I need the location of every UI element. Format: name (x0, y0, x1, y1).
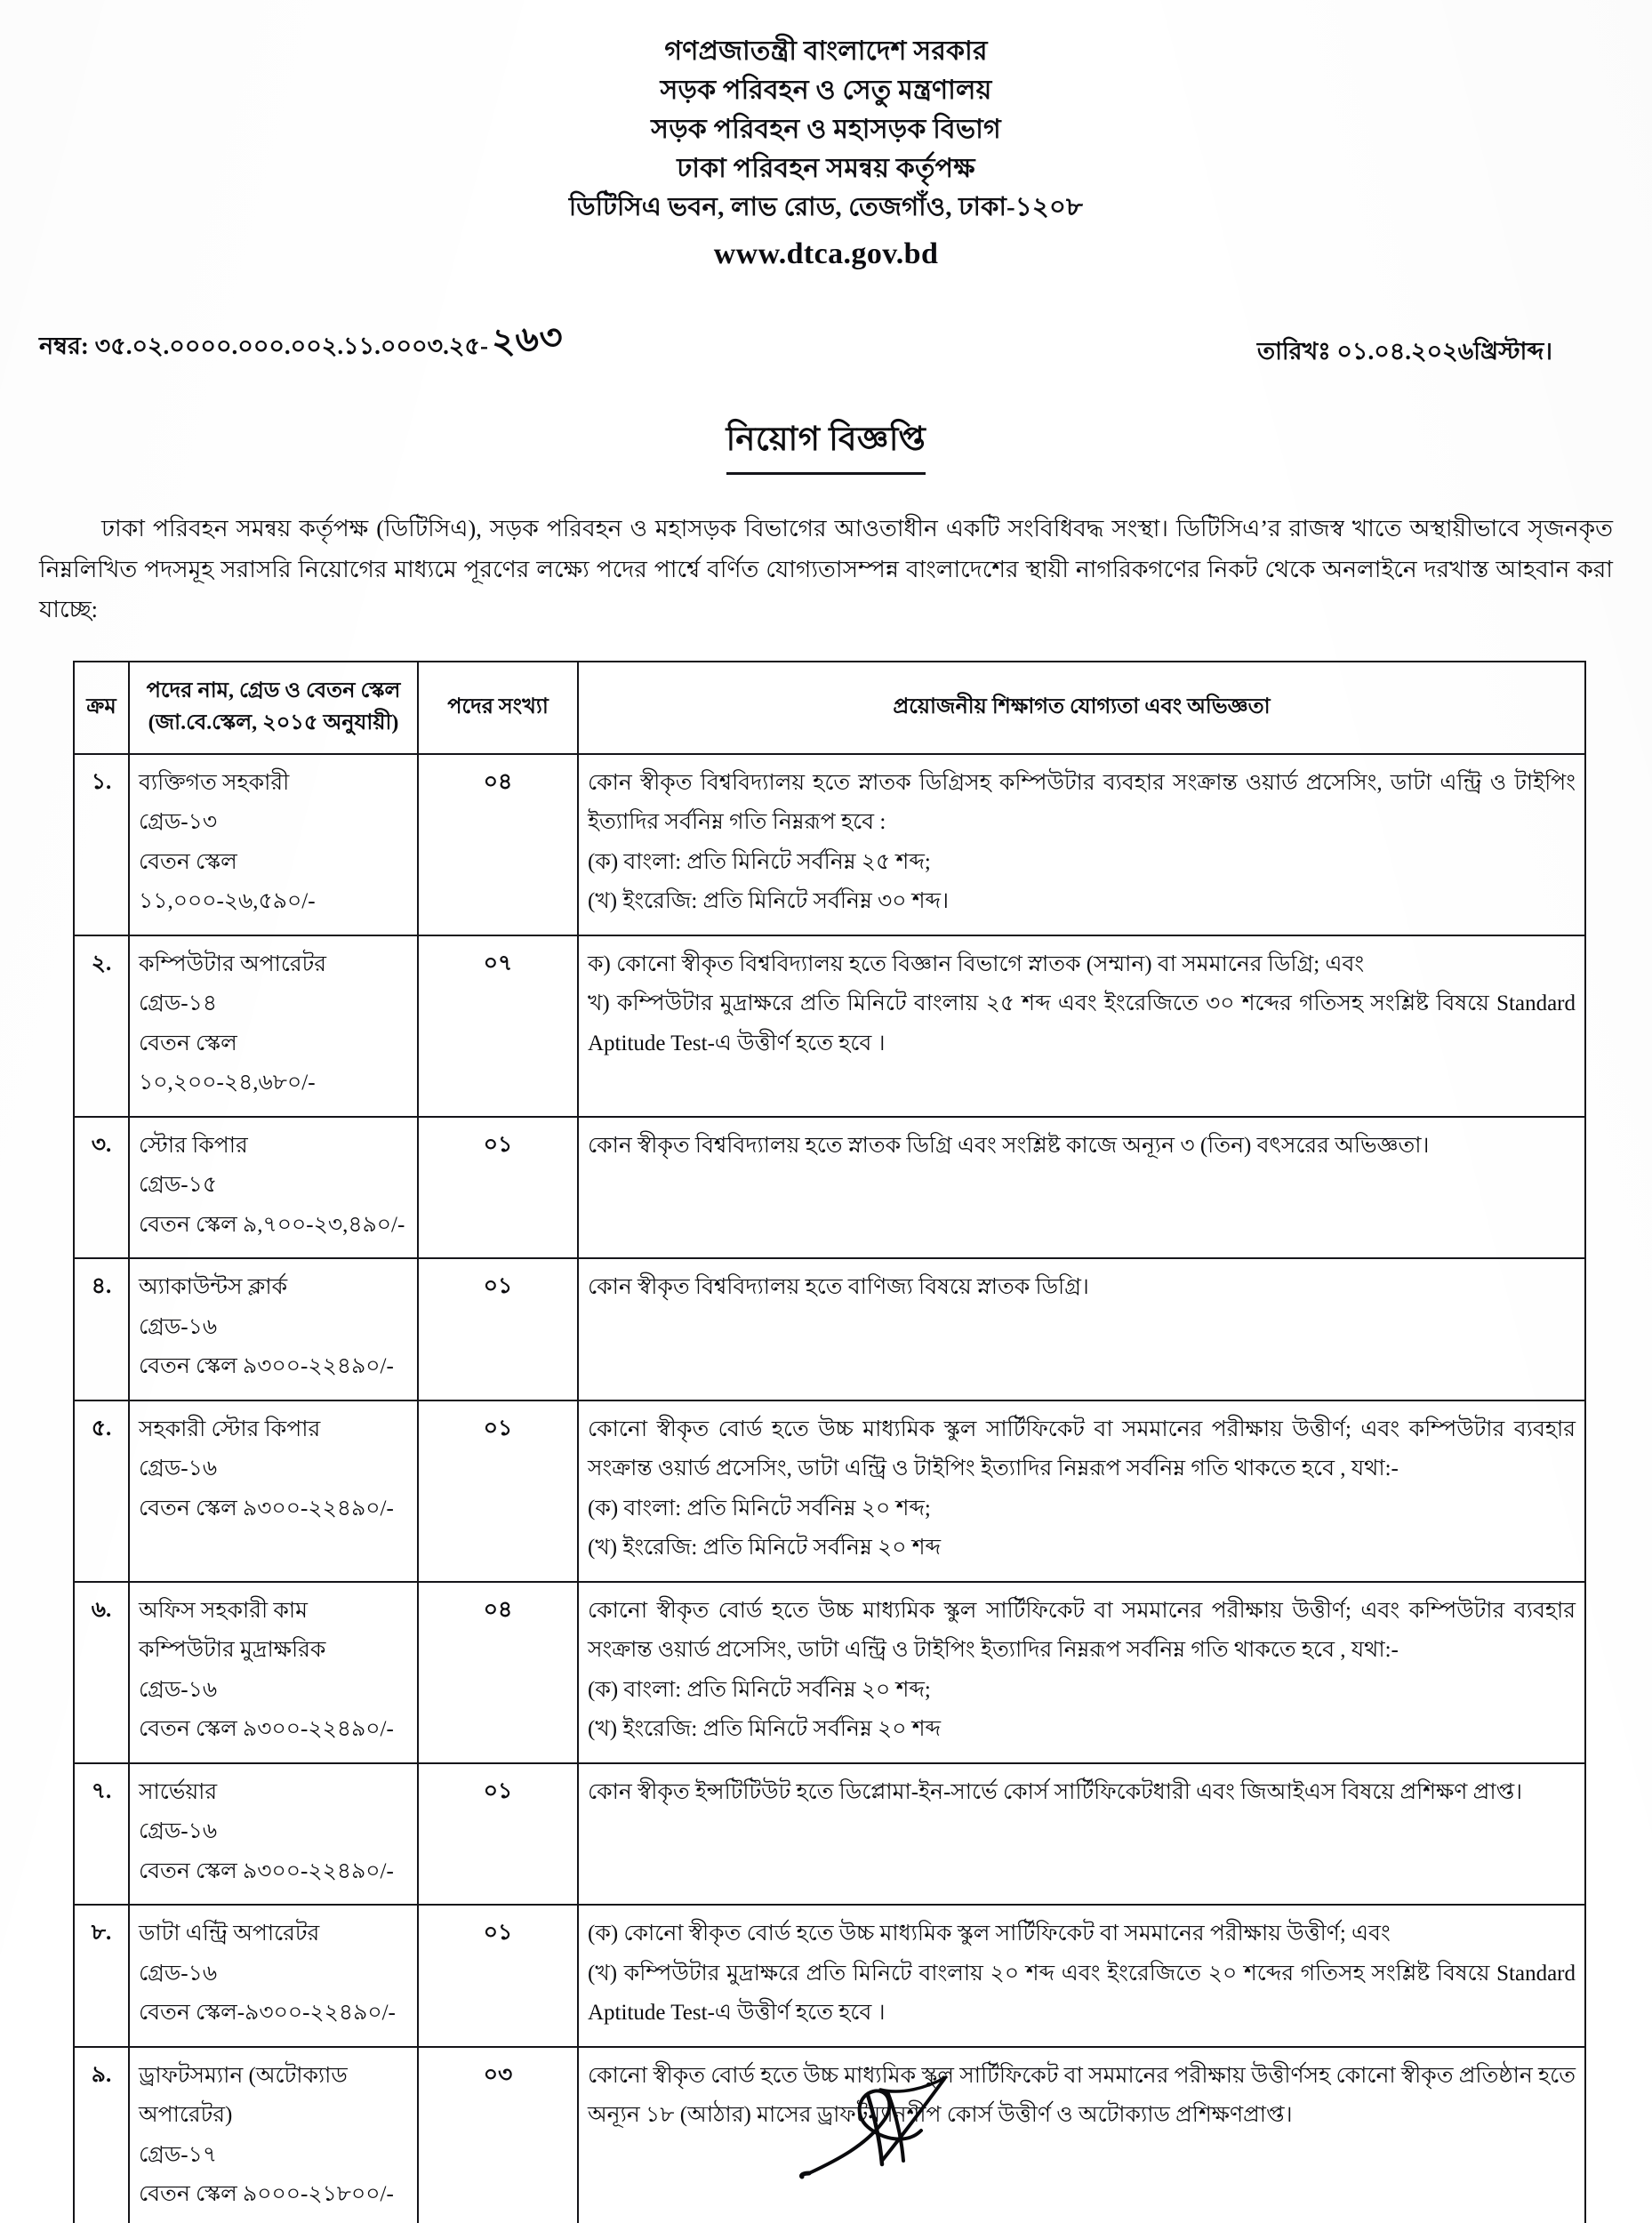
post-grade: গ্রেড-১৩ (139, 810, 218, 835)
memo-number (39, 314, 564, 373)
qualification-line: (ক) কোনো স্বীকৃত বোর্ড হতে উচ্চ মাধ্যমিক স্কুল সার্টিফিকেট বা সমমানের পরীক্ষায় উত্তীর্ণ; এবং (588, 1922, 1391, 1946)
header-post-sub: (জা.বে.স্কেল, ২০১৫ অনুযায়ী) (148, 710, 399, 734)
header-post (129, 662, 418, 754)
qualification-line: (ক) বাংলা: প্রতি মিনিটে সর্বনিম্ন ২৫ শব্দ; (588, 849, 931, 874)
cell-serial: ৩. (74, 1117, 129, 1259)
table-row (74, 1905, 1585, 2047)
table-row (74, 754, 1585, 935)
memo-number-handwritten: ২৬৩ (490, 317, 565, 363)
qualification-line: খ) কম্পিউটার মুদ্রাক্ষরে প্রতি মিনিটে বাংলায় ২৫ শব্দ এবং ইংরেজিতে ৩০ শব্দের গতিসহ সংশ্লিষ্ট বিষয়ে Standard Aptitude Test-এ উত্তীর্ণ হতে হবে । (588, 991, 1576, 1055)
post-grade: গ্রেড-১৬ (139, 1961, 218, 1986)
cell-post-details (129, 1763, 418, 1906)
qualification-line: ক) কোনো স্বীকৃত বিশ্ববিদ্যালয় হতে বিজ্ঞান বিভাগে স্নাতক (সম্মান) বা সমমানের ডিগ্রি; এবং (588, 951, 1365, 976)
post-name: অ্যাকাউন্টস ক্লার্ক (139, 1275, 288, 1300)
qualification-line: কোনো স্বীকৃত বোর্ড হতে উচ্চ মাধ্যমিক স্কুল সার্টিফিকেট বা সমমানের পরীক্ষায় উত্তীর্ণ; এবং কম্পিউটার ব্যবহার সংক্রান্ত ওয়ার্ড প্রসেসিং, ডাটা এন্ট্রি ও টাইপিং ইত্যাদির নিম্নরূপ সর্বনিম্ন গতি থাকতে হবে , যথা:- (588, 1416, 1576, 1481)
header-qualification: প্রয়োজনীয় শিক্ষাগত যোগ্যতা এবং অভিজ্ঞতা (578, 662, 1585, 754)
intro-paragraph: ঢাকা পরিবহন সমন্বয় কর্তৃপক্ষ (ডিটিসিএ), সড়ক পরিবহন ও মহাসড়ক বিভাগের আওতাধীন একটি সংবিধিবদ্ধ সংস্থা। ডিটিসিএ’র রাজস্ব খাতে অস্থায়ীভাবে সৃজনকৃত নিম্নলিখিত পদসমূহ সরাসরি নিয়োগের মাধ্যমে পূরণের লক্ষ্যে পদের পার্শ্বে বর্ণিত যোগ্যতাসম্পন্ন বাংলাদেশের স্থায়ী নাগরিকগণের নিকট থেকে অনলাইনে দরখাস্ত আহবান করা যাচ্ছে: (39, 515, 1613, 623)
cell-post-details (129, 935, 418, 1117)
cell-qualification (578, 935, 1585, 1117)
qualification-line: (খ) কম্পিউটার মুদ্রাক্ষরে প্রতি মিনিটে বাংলায় ২০ শব্দ এবং ইংরেজিতে ২০ শব্দের গতিসহ সংশ্লিষ্ট বিষয়ে Standard Aptitude Test-এ উত্তীর্ণ হতে হবে । (588, 1961, 1576, 2026)
cell-serial: ৫. (74, 1400, 129, 1582)
cell-post-details (129, 1400, 418, 1582)
jobs-table-body (74, 754, 1585, 2223)
table-row (74, 1582, 1585, 1763)
header-sl: ক্রম (74, 662, 129, 754)
post-grade: গ্রেড-১৬ (139, 1457, 218, 1481)
cell-qualification (578, 1258, 1585, 1400)
post-salary-scale: বেতন স্কেল ১১,০০০-২৬,৫৯০/- (139, 849, 316, 914)
signature-area (0, 2068, 1652, 2202)
cell-serial: ৮. (74, 1905, 129, 2047)
table-row (74, 1400, 1585, 1582)
post-grade: গ্রেড-১৬ (139, 1314, 218, 1339)
cell-vacancy-count: ০৩ (418, 2047, 578, 2223)
cell-qualification (578, 1763, 1585, 1906)
page-title-wrap (0, 413, 1652, 475)
qualification-line: (ক) বাংলা: প্রতি মিনিটে সর্বনিম্ন ২০ শব্দ; (588, 1496, 931, 1521)
qualification-line: কোন স্বীকৃত বিশ্ববিদ্যালয় হতে স্নাতক ডিগ্রিসহ কম্পিউটার ব্যবহার সংক্রান্ত ওয়ার্ড প্রসেসিং, ডাটা এন্ট্রি ও টাইপিং ইত্যাদির সর্বনিম্ন গতি নিম্নরূপ হবে : (588, 770, 1576, 835)
post-salary-scale: বেতন স্কেল ৯০০০-২১৮০০/- (139, 2182, 394, 2207)
qualification-line: কোন স্বীকৃত বিশ্ববিদ্যালয় হতে বাণিজ্য বিষয়ে স্নাতক ডিগ্রি। (588, 1275, 1089, 1300)
cell-post-details (129, 754, 418, 935)
post-grade: গ্রেড-১৬ (139, 1819, 218, 1844)
cell-post-details (129, 1117, 418, 1259)
government-name: গণপ্রজাতন্ত্রী বাংলাদেশ সরকার (664, 36, 988, 66)
cell-serial: ৪. (74, 1258, 129, 1400)
website-url[interactable]: www.dtca.gov.bd (713, 237, 939, 270)
post-name: ব্যক্তিগত সহকারী (139, 770, 290, 795)
cell-post-details (129, 1582, 418, 1763)
cell-vacancy-count: ০৭ (418, 935, 578, 1117)
cell-vacancy-count: ০১ (418, 1763, 578, 1906)
qualification-line: কোনো স্বীকৃত বোর্ড হতে উচ্চ মাধ্যমিক স্কুল সার্টিফিকেট বা সমমানের পরীক্ষায় উত্তীর্ণসহ কোনো স্বীকৃত প্রতিষ্ঠান হতে অন্যূন ১৮ (আঠার) মাসের ড্রাফটম্যানশীপ কোর্স উত্তীর্ণ ও অটোক্যাড প্রশিক্ষণপ্রাপ্ত। (588, 2063, 1576, 2128)
cell-serial: ৯. (74, 2047, 129, 2223)
jobs-table-wrap (73, 661, 1586, 2223)
post-salary-scale: বেতন স্কেল ৯,৭০০-২৩,৪৯০/- (139, 1212, 405, 1237)
qualification-line: (খ) ইংরেজি: প্রতি মিনিটে সর্বনিম্ন ২০ শব্দ (588, 1717, 942, 1742)
post-grade: গ্রেড-১৭ (139, 2142, 218, 2167)
qualification-line: কোন স্বীকৃত বিশ্ববিদ্যালয় হতে স্নাতক ডিগ্রি এবং সংশ্লিষ্ট কাজে অন্যূন ৩ (তিন) বৎসরের অভিজ্ঞতা। (588, 1133, 1430, 1158)
post-salary-scale: বেতন স্কেল ৯৩০০-২২৪৯০/- (139, 1496, 394, 1521)
post-name: কম্পিউটার অপারেটর (139, 951, 326, 976)
table-header-row (74, 662, 1585, 754)
cell-qualification (578, 754, 1585, 935)
memo-date: তারিখঃ ০১.০৪.২০২৬খ্রিস্টাব্দ। (1256, 338, 1552, 365)
header-number: পদের সংখ্যা (418, 662, 578, 754)
cell-vacancy-count: ০১ (418, 1400, 578, 1582)
table-row (74, 1763, 1585, 1906)
cell-post-details (129, 1258, 418, 1400)
cell-qualification (578, 1582, 1585, 1763)
qualification-line: (ক) বাংলা: প্রতি মিনিটে সর্বনিম্ন ২০ শব্দ; (588, 1677, 931, 1702)
qualification-line: (খ) ইংরেজি: প্রতি মিনিটে সর্বনিম্ন ৩০ শব্দ। (588, 889, 950, 914)
cell-qualification (578, 1905, 1585, 2047)
cell-serial: ৭. (74, 1763, 129, 1906)
cell-post-details (129, 1905, 418, 2047)
post-name: স্টোর কিপার (139, 1133, 248, 1158)
qualification-line: কোন স্বীকৃত ইন্সটিটিউট হতে ডিপ্লোমা-ইন-সার্ভে কোর্স সার্টিফিকেটধারী এবং জিআইএস বিষয়ে প্রশিক্ষণ প্রাপ্ত। (588, 1779, 1523, 1804)
post-name: ডাটা এন্ট্রি অপারেটর (139, 1922, 320, 1946)
post-salary-scale: বেতন স্কেল ৯৩০০-২২৪৯০/- (139, 1858, 394, 1883)
qualification-line: কোনো স্বীকৃত বোর্ড হতে উচ্চ মাধ্যমিক স্কুল সার্টিফিকেট বা সমমানের পরীক্ষায় উত্তীর্ণ; এবং কম্পিউটার ব্যবহার সংক্রান্ত ওয়ার্ড প্রসেসিং, ডাটা এন্ট্রি ও টাইপিং ইত্যাদির নিম্নরূপ সর্বনিম্ন গতি থাকতে হবে , যথা:- (588, 1598, 1576, 1663)
cell-vacancy-count: ০১ (418, 1258, 578, 1400)
cell-serial: ৬. (74, 1582, 129, 1763)
post-salary-scale: বেতন স্কেল ৯৩০০-২২৪৯০/- (139, 1354, 394, 1379)
post-name-cont: কম্পিউটার মুদ্রাক্ষরিক (139, 1638, 326, 1663)
post-name: সার্ভেয়ার (139, 1779, 218, 1804)
post-salary-scale: বেতন স্কেল ৯৩০০-২২৪৯০/- (139, 1717, 394, 1742)
jobs-table-head (74, 662, 1585, 754)
post-salary-scale: বেতন স্কেল-৯৩০০-২২৪৯০/- (139, 2001, 396, 2026)
cell-vacancy-count: ০৪ (418, 1582, 578, 1763)
post-salary-scale: বেতন স্কেল ১০,২০০-২৪,৬৮০/- (139, 1031, 316, 1095)
cell-qualification (578, 1400, 1585, 1582)
header-post-main: পদের নাম, গ্রেড ও বেতন স্কেল (146, 678, 401, 702)
page-title: নিয়োগ বিজ্ঞপ্তি (726, 413, 926, 475)
post-grade: গ্রেড-১৫ (139, 1173, 218, 1198)
post-name: সহকারী স্টোর কিপার (139, 1416, 321, 1441)
jobs-table (73, 661, 1586, 2223)
table-row (74, 935, 1585, 1117)
cell-serial: ১. (74, 754, 129, 935)
post-name: ড্রাফটসম্যান (অটোক্যাড অপারেটর) (139, 2063, 348, 2128)
qualification-line: (খ) ইংরেজি: প্রতি মিনিটে সর্বনিম্ন ২০ শব্দ (588, 1536, 942, 1561)
memo-number-text: নম্বর: ৩৫.০২.০০০০.০০০.০০২.১১.০০০৩.২৫- (39, 333, 488, 359)
cell-serial: ২. (74, 935, 129, 1117)
ministry-name: সড়ক পরিবহন ও সেতু মন্ত্রণালয় (660, 76, 992, 106)
letterhead (0, 0, 1652, 271)
cell-vacancy-count: ০৪ (418, 754, 578, 935)
post-grade: গ্রেড-১৪ (139, 991, 218, 1016)
signature-icon (782, 2068, 1014, 2202)
authority-name: ঢাকা পরিবহন সমন্বয় কর্তৃপক্ষ (677, 154, 975, 184)
post-grade: গ্রেড-১৬ (139, 1677, 218, 1702)
cell-vacancy-count: ০১ (418, 1905, 578, 2047)
post-name: অফিস সহকারী কাম (139, 1598, 309, 1623)
cell-vacancy-count: ০১ (418, 1117, 578, 1259)
table-row (74, 1258, 1585, 1400)
memo-row (0, 314, 1652, 373)
division-name: সড়ক পরিবহন ও মহাসড়ক বিভাগ (651, 115, 1001, 145)
table-row (74, 1117, 1585, 1259)
office-address: ডিটিসিএ ভবন, লাভ রোড, তেজগাঁও, ঢাকা-১২০৮ (568, 193, 1084, 222)
cell-qualification (578, 1117, 1585, 1259)
